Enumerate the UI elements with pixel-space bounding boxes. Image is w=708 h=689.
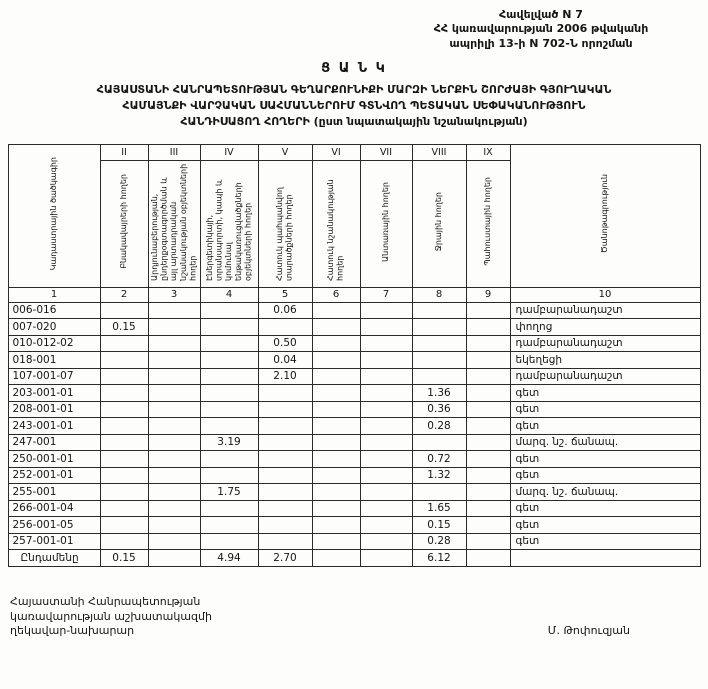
value-cell: 0.28 bbox=[412, 418, 466, 435]
value-cell bbox=[360, 302, 412, 319]
value-cell: 0.50 bbox=[258, 335, 312, 352]
note-cell: գետ bbox=[510, 418, 700, 435]
roman-numeral: V bbox=[258, 144, 312, 160]
note-cell: գետ bbox=[510, 401, 700, 418]
value-cell bbox=[148, 368, 200, 385]
footer bbox=[0, 595, 708, 640]
value-cell bbox=[466, 484, 510, 501]
value-cell bbox=[148, 319, 200, 336]
value-cell bbox=[100, 434, 148, 451]
category-header-label: Արդյունաբերության, ընդերքօգտագործման և այլ արտադրական նշանակության օբյեկտների հողեր bbox=[150, 163, 198, 281]
subtitle-line: ՀԱՄԱՅՆՔԻ ՎԱՐՉԱԿԱՆ ՍԱՀՄԱՆՆԵՐՈՒՄ ԳՏՆՎՈՂ ՊԵՏԱԿԱՆ ՍԵՓԱԿԱՆՈՒԹՅՈՒՆ bbox=[122, 98, 586, 112]
category-header-label: Պահուստային հողեր bbox=[483, 177, 493, 267]
category-header-label: Հատուկ պահպանվող տարածքների հողեր bbox=[275, 186, 294, 281]
column-number: 1 bbox=[8, 287, 100, 302]
value-cell bbox=[148, 500, 200, 517]
value-cell bbox=[258, 385, 312, 402]
value-cell bbox=[100, 467, 148, 484]
roman-numeral: VI bbox=[312, 144, 360, 160]
value-cell bbox=[200, 335, 258, 352]
category-header-industry bbox=[148, 160, 200, 287]
value-cell bbox=[200, 467, 258, 484]
value-cell bbox=[312, 467, 360, 484]
value-cell bbox=[312, 550, 360, 567]
column-number: 9 bbox=[466, 287, 510, 302]
value-cell: 0.28 bbox=[412, 533, 466, 550]
value-cell bbox=[360, 484, 412, 501]
value-cell bbox=[360, 517, 412, 534]
total-label: Ընդամենը bbox=[8, 550, 100, 567]
value-cell bbox=[360, 319, 412, 336]
cadastral-code: 203-001-01 bbox=[8, 385, 100, 402]
cadastral-code: 007-020 bbox=[8, 319, 100, 336]
value-cell bbox=[100, 451, 148, 468]
value-cell bbox=[100, 533, 148, 550]
subtitle-line: ՀԱՆԴԻՍԱՑՈՂ ՀՈՂԵՐԻ (ըստ նպատակային նշանակության) bbox=[180, 114, 528, 128]
appendix-line: Հավելված N 7 bbox=[499, 8, 583, 21]
note-header-label: Ծանոթագրություն bbox=[600, 174, 610, 254]
category-header-water bbox=[412, 160, 466, 287]
category-header-label: Անտառային հողեր bbox=[381, 181, 391, 262]
value-cell bbox=[200, 368, 258, 385]
total-row bbox=[8, 550, 700, 567]
value-cell bbox=[412, 335, 466, 352]
value-cell bbox=[360, 550, 412, 567]
column-number: 7 bbox=[360, 287, 412, 302]
header-row-numerals bbox=[8, 144, 700, 160]
signatory-line: Հայաստանի Հանրապետության bbox=[10, 594, 201, 608]
note-cell: գետ bbox=[510, 467, 700, 484]
value-cell bbox=[312, 434, 360, 451]
value-cell bbox=[100, 418, 148, 435]
roman-numeral: II bbox=[100, 144, 148, 160]
value-cell: 6.12 bbox=[412, 550, 466, 567]
subtitle-line: ՀԱՅԱՍՏԱՆԻ ՀԱՆՐԱՊԵՏՈՒԹՅԱՆ ԳԵՂԱՐՔՈՒՆԻՔԻ ՄԱՐԶԻ ՆԵՐՔԻՆ ՇՈՐԺԱՅԻ ԳՅՈՒՂԱԿԱՆ bbox=[96, 82, 612, 96]
value-cell: 0.15 bbox=[412, 517, 466, 534]
value-cell bbox=[148, 418, 200, 435]
value-cell bbox=[360, 335, 412, 352]
value-cell bbox=[466, 434, 510, 451]
value-cell bbox=[200, 418, 258, 435]
value-cell bbox=[148, 484, 200, 501]
column-number: 6 bbox=[312, 287, 360, 302]
document-title: Ց Ա Ն Կ bbox=[321, 60, 387, 76]
value-cell bbox=[312, 368, 360, 385]
header-row-numbers bbox=[8, 287, 700, 302]
value-cell bbox=[148, 517, 200, 534]
note-cell: դամբարանադաշտ bbox=[510, 302, 700, 319]
value-cell bbox=[100, 517, 148, 534]
table-row bbox=[8, 434, 700, 451]
value-cell bbox=[148, 335, 200, 352]
value-cell bbox=[466, 319, 510, 336]
table-row bbox=[8, 385, 700, 402]
value-cell bbox=[312, 533, 360, 550]
cadastral-code-header bbox=[8, 144, 100, 287]
value-cell bbox=[466, 385, 510, 402]
roman-numeral: VII bbox=[360, 144, 412, 160]
value-cell bbox=[312, 302, 360, 319]
table-row bbox=[8, 517, 700, 534]
category-header-settlement bbox=[100, 160, 148, 287]
cadastral-code: 006-016 bbox=[8, 302, 100, 319]
roman-numeral: VIII bbox=[412, 144, 466, 160]
cadastral-code: 250-001-01 bbox=[8, 451, 100, 468]
value-cell bbox=[466, 418, 510, 435]
value-cell bbox=[466, 302, 510, 319]
value-cell bbox=[148, 352, 200, 369]
value-cell: 1.32 bbox=[412, 467, 466, 484]
table-row bbox=[8, 368, 700, 385]
category-header-special bbox=[312, 160, 360, 287]
note-cell: գետ bbox=[510, 533, 700, 550]
signatory-line: ղեկավար-նախարար bbox=[10, 624, 135, 638]
cadastral-code: 208-001-01 bbox=[8, 401, 100, 418]
cadastral-code-header-label: Կադաստրային ծածկագիր bbox=[49, 157, 59, 271]
note-cell: գետ bbox=[510, 451, 700, 468]
cadastral-code: 266-001-04 bbox=[8, 500, 100, 517]
value-cell: 2.70 bbox=[258, 550, 312, 567]
cadastral-code: 256-001-05 bbox=[8, 517, 100, 534]
value-cell: 0.72 bbox=[412, 451, 466, 468]
value-cell bbox=[100, 484, 148, 501]
value-cell bbox=[466, 451, 510, 468]
appendix-line: ապրիլի 13-ի N 702-Ն որոշման bbox=[449, 36, 633, 50]
value-cell bbox=[148, 401, 200, 418]
cadastral-code: 018-001 bbox=[8, 352, 100, 369]
note-cell bbox=[510, 550, 700, 567]
value-cell bbox=[466, 550, 510, 567]
value-cell bbox=[466, 352, 510, 369]
value-cell bbox=[258, 401, 312, 418]
value-cell bbox=[466, 368, 510, 385]
value-cell bbox=[360, 418, 412, 435]
value-cell bbox=[466, 401, 510, 418]
value-cell bbox=[412, 352, 466, 369]
value-cell bbox=[312, 319, 360, 336]
value-cell bbox=[412, 319, 466, 336]
value-cell bbox=[360, 401, 412, 418]
table-row bbox=[8, 467, 700, 484]
value-cell bbox=[258, 418, 312, 435]
category-header-infrastructure bbox=[200, 160, 258, 287]
value-cell bbox=[100, 352, 148, 369]
column-number: 8 bbox=[412, 287, 466, 302]
value-cell bbox=[312, 484, 360, 501]
column-number: 5 bbox=[258, 287, 312, 302]
value-cell bbox=[312, 418, 360, 435]
value-cell bbox=[100, 500, 148, 517]
category-header-label: Ջրային հողեր bbox=[434, 192, 444, 252]
cadastral-code: 255-001 bbox=[8, 484, 100, 501]
value-cell bbox=[200, 517, 258, 534]
value-cell bbox=[200, 319, 258, 336]
category-header-label: Էներգետիկայի, տրանսպորտի, կապի և կոմունալ ենթակառուցվածքների օբյեկտների հողեր bbox=[205, 179, 253, 281]
value-cell bbox=[312, 352, 360, 369]
value-cell bbox=[258, 484, 312, 501]
value-cell bbox=[466, 467, 510, 484]
value-cell: 0.15 bbox=[100, 319, 148, 336]
value-cell bbox=[148, 533, 200, 550]
cadastral-code: 243-001-01 bbox=[8, 418, 100, 435]
value-cell bbox=[360, 451, 412, 468]
category-header-reserve bbox=[466, 160, 510, 287]
table-row bbox=[8, 319, 700, 336]
category-header-protected bbox=[258, 160, 312, 287]
value-cell bbox=[100, 401, 148, 418]
value-cell bbox=[200, 302, 258, 319]
value-cell bbox=[148, 550, 200, 567]
table-row bbox=[8, 335, 700, 352]
value-cell bbox=[312, 335, 360, 352]
cadastral-code: 010-012-02 bbox=[8, 335, 100, 352]
note-cell: գետ bbox=[510, 385, 700, 402]
table-row bbox=[8, 500, 700, 517]
note-cell: փողոց bbox=[510, 319, 700, 336]
note-cell: գետ bbox=[510, 517, 700, 534]
category-header-forest bbox=[360, 160, 412, 287]
note-cell: դամբարանադաշտ bbox=[510, 335, 700, 352]
category-header-label: Հատուկ նշանակության հողեր bbox=[326, 178, 345, 281]
signature: Մ. Թոփուզյան bbox=[547, 624, 630, 638]
table-body bbox=[8, 302, 700, 566]
value-cell bbox=[360, 352, 412, 369]
value-cell bbox=[360, 533, 412, 550]
land-table bbox=[8, 144, 701, 567]
value-cell bbox=[258, 319, 312, 336]
column-number: 3 bbox=[148, 287, 200, 302]
value-cell bbox=[412, 368, 466, 385]
document-subtitle bbox=[0, 82, 708, 130]
value-cell bbox=[312, 451, 360, 468]
value-cell bbox=[258, 451, 312, 468]
value-cell bbox=[100, 302, 148, 319]
roman-numeral: IX bbox=[466, 144, 510, 160]
roman-numeral: III bbox=[148, 144, 200, 160]
value-cell bbox=[200, 533, 258, 550]
value-cell bbox=[312, 517, 360, 534]
value-cell: 4.94 bbox=[200, 550, 258, 567]
value-cell: 2.10 bbox=[258, 368, 312, 385]
note-cell: դամբարանադաշտ bbox=[510, 368, 700, 385]
value-cell bbox=[360, 467, 412, 484]
value-cell: 0.04 bbox=[258, 352, 312, 369]
value-cell bbox=[312, 401, 360, 418]
value-cell bbox=[258, 500, 312, 517]
cadastral-code: 252-001-01 bbox=[8, 467, 100, 484]
value-cell: 0.06 bbox=[258, 302, 312, 319]
category-header-label: Բնակավայրերի հողեր bbox=[119, 174, 129, 270]
value-cell bbox=[200, 352, 258, 369]
table-row bbox=[8, 302, 700, 319]
table-row bbox=[8, 401, 700, 418]
value-cell bbox=[200, 385, 258, 402]
signatory-line: կառավարության աշխատակազմի bbox=[10, 609, 212, 623]
value-cell bbox=[148, 467, 200, 484]
value-cell bbox=[100, 335, 148, 352]
value-cell: 0.15 bbox=[100, 550, 148, 567]
cadastral-code: 107-001-07 bbox=[8, 368, 100, 385]
value-cell bbox=[312, 385, 360, 402]
value-cell bbox=[258, 517, 312, 534]
note-cell: մարզ. նշ. ճանապ. bbox=[510, 434, 700, 451]
value-cell bbox=[148, 451, 200, 468]
note-cell: մարզ. նշ. ճանապ. bbox=[510, 484, 700, 501]
value-cell: 1.75 bbox=[200, 484, 258, 501]
table-row bbox=[8, 352, 700, 369]
roman-numeral: IV bbox=[200, 144, 258, 160]
value-cell bbox=[100, 368, 148, 385]
appendix-line: ՀՀ կառավարության 2006 թվականի bbox=[433, 22, 649, 36]
column-number: 10 bbox=[510, 287, 700, 302]
note-header bbox=[510, 144, 700, 287]
value-cell: 0.36 bbox=[412, 401, 466, 418]
value-cell bbox=[466, 335, 510, 352]
value-cell: 1.36 bbox=[412, 385, 466, 402]
table-row bbox=[8, 533, 700, 550]
column-number: 4 bbox=[200, 287, 258, 302]
column-number: 2 bbox=[100, 287, 148, 302]
cadastral-code: 257-001-01 bbox=[8, 533, 100, 550]
value-cell bbox=[360, 500, 412, 517]
value-cell bbox=[466, 533, 510, 550]
appendix-block bbox=[426, 8, 656, 51]
signatory-block bbox=[10, 595, 212, 640]
value-cell: 1.65 bbox=[412, 500, 466, 517]
value-cell bbox=[200, 451, 258, 468]
value-cell bbox=[360, 385, 412, 402]
value-cell bbox=[148, 385, 200, 402]
cadastral-code: 247-001 bbox=[8, 434, 100, 451]
value-cell bbox=[412, 484, 466, 501]
table-row bbox=[8, 451, 700, 468]
value-cell bbox=[148, 302, 200, 319]
value-cell bbox=[412, 302, 466, 319]
value-cell bbox=[312, 500, 360, 517]
table-row bbox=[8, 484, 700, 501]
note-cell: գետ bbox=[510, 500, 700, 517]
value-cell bbox=[148, 434, 200, 451]
note-cell: եկեղեցի bbox=[510, 352, 700, 369]
table-row bbox=[8, 418, 700, 435]
value-cell bbox=[466, 517, 510, 534]
value-cell: 3.19 bbox=[200, 434, 258, 451]
value-cell bbox=[200, 500, 258, 517]
value-cell bbox=[258, 467, 312, 484]
value-cell bbox=[200, 401, 258, 418]
value-cell bbox=[258, 533, 312, 550]
value-cell bbox=[466, 500, 510, 517]
value-cell bbox=[360, 368, 412, 385]
value-cell bbox=[360, 434, 412, 451]
value-cell bbox=[258, 434, 312, 451]
value-cell bbox=[100, 385, 148, 402]
value-cell bbox=[412, 434, 466, 451]
